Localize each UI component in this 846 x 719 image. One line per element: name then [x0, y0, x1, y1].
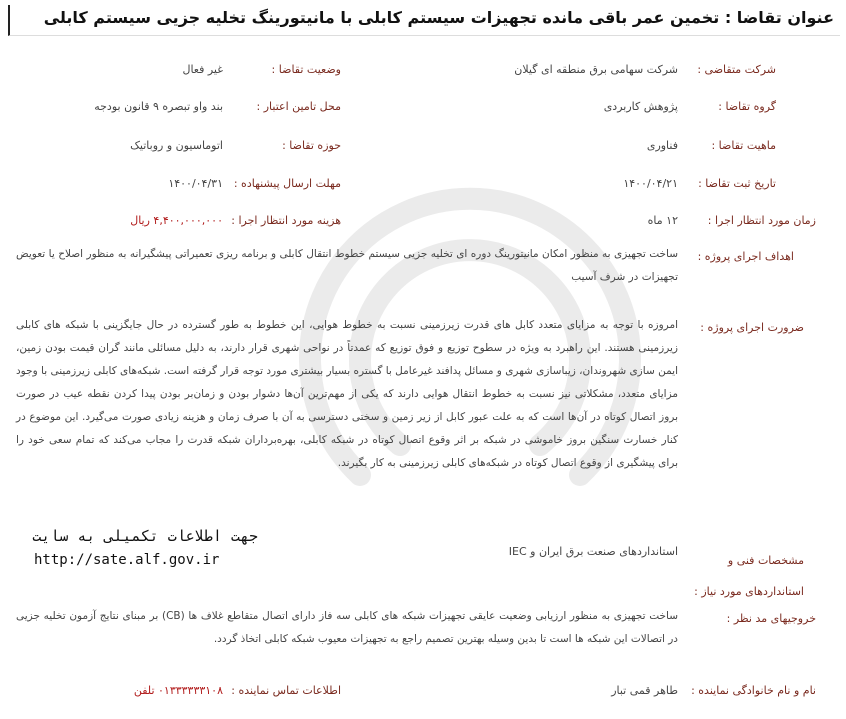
deadline-value: ۱۴۰۰/۰۴/۳۱ [168, 177, 223, 190]
deadline-label: مهلت ارسال پیشنهاده : [233, 177, 341, 190]
cost-value: ۴,۴۰۰,۰۰۰,۰۰۰ ریال [130, 214, 223, 227]
promo-note [26, 524, 258, 572]
rep-name-label: نام و نام خانوادگی نماینده : [691, 684, 816, 697]
outputs-label: خروجیهای مد نظر : [726, 612, 816, 625]
necessity-label: ضرورت اجرای پروژه : [700, 321, 804, 334]
specs-value: استانداردهای صنعت برق ایران و IEC [508, 545, 678, 558]
promo-url[interactable]: http://sate.alf.gov.ir [34, 552, 220, 568]
group-label: گروه تقاضا : [718, 100, 776, 113]
domain-label: حوزه تقاضا : [282, 139, 341, 152]
outputs-value: ساخت تجهیزی به منظور ارزیابی وضعیت عایقی تجهیزات شبکه های کابلی سه فاز دارای اتصال متقاطع غلاف ها (CB) بر مبنای نتایج آزمون تخلیه جزیی در اتصالات این شبکه ها است تا بدین وسیله بهترین تصمیم راجع به تجهیزات معیوب شبکه کابلی اتخاذ گردد. [16, 610, 678, 645]
reg-date-label: تاریخ ثبت تقاضا : [698, 177, 776, 190]
page-title [44, 8, 840, 27]
group-value: پژوهش کاربردی [603, 100, 678, 113]
title-label: عنوان تقاضا : [724, 8, 834, 27]
specs-label: مشخصات فنی و استانداردهای مورد نیاز : [694, 554, 804, 598]
title-bar [8, 5, 840, 36]
status-value: غیر فعال [182, 63, 223, 76]
goals-value: ساخت تجهیزی به منظور امکان مانیتورینگ دوره ای تخلیه جزیی سیستم خطوط انتقال کابلی و برنامه ریزی تعمیراتی پیشگیرانه به منظور اصلاح یا تعویض تجهیزات در شرف آسیب [16, 248, 678, 283]
title-text: تخمین عمر باقی مانده تجهیزات سیستم کابلی با مانیتورینگ تخلیه جزیی سیستم کابلی [43, 8, 720, 27]
domain-value: اتوماسیون و روباتیک [130, 139, 223, 152]
cost-label: هزینه مورد انتظار اجرا : [231, 214, 341, 227]
funding-label: محل تامین اعتبار : [256, 100, 341, 113]
status-label: وضعیت تقاضا : [271, 63, 341, 76]
rep-contact-label: اطلاعات تماس نماینده : [231, 684, 341, 697]
necessity-value: امروزه با توجه به مزایای متعدد کابل های قدرت زیرزمینی نسبت به خطوط هوایی، این خطوط به طور گسترده در حال جایگزینی با شبکه های کابلی زیرزمینی هستند. این راهبرد به ویژه در سطوح توزیع و فوق توزیع که عمدتاً در نواحی شهری قرار دارند، به دلیل مسائلی مانند گران قیمت بودن زمین، ایمن سازی شهروندان، زیباسازی شهری و مسائل پدافند غیرعامل با گستره بسیار بیشتری مورد توجه قرار گرفته است. شبکه‌های کابلی زیرزمینی با وجود مزایای متعدد، مشکلاتی نیز نسبت به خطوط انتقال هوایی دارند که یکی از مهم‌ترین آن‌ها دشوار بودن و زمان‌بر بودن پیدا کردن نقطه عیب در صورت بروز اتصال کوتاه در آن‌ها است که به علت عبور کابل از زیر زمین و سختی دسترسی به آن با صرف زمان و هزینه زیادی صورت می‌گیرد. این موضوع در کنار خسارت سنگین بروز خاموشی در شبکه بر اثر وقوع اتصال کوتاه در شبکه کابلی، بهره‌برداران شبکه قدرت را مجاب می‌کند که تمام سعی خود را برای پیشگیری از وقوع اتصال کوتاه در شبکه‌های کابلی زیرزمینی به کار بگیرند. [16, 319, 678, 469]
nature-value: فناوری [646, 139, 678, 152]
applicant-label: شرکت متقاضی : [697, 63, 776, 76]
applicant-value: شرکت سهامی برق منطقه ای گیلان [514, 63, 678, 76]
nature-label: ماهیت تقاضا : [711, 139, 776, 152]
funding-value: بند واو تبصره ۹ قانون بودجه [94, 100, 223, 113]
goals-label: اهداف اجرای پروژه : [697, 250, 794, 263]
duration-value: ۱۲ ماه [647, 214, 678, 227]
rep-name-value: طاهر قمی تبار [611, 684, 678, 697]
promo-text: جهت اطلاعات تکمیلی به سایت [32, 527, 258, 545]
reg-date-value: ۱۴۰۰/۰۴/۲۱ [623, 177, 678, 190]
rep-contact-value: ۰۱۳۳۳۳۳۳۱۰۸ تلفن [133, 684, 223, 697]
duration-label: زمان مورد انتظار اجرا : [707, 214, 816, 227]
